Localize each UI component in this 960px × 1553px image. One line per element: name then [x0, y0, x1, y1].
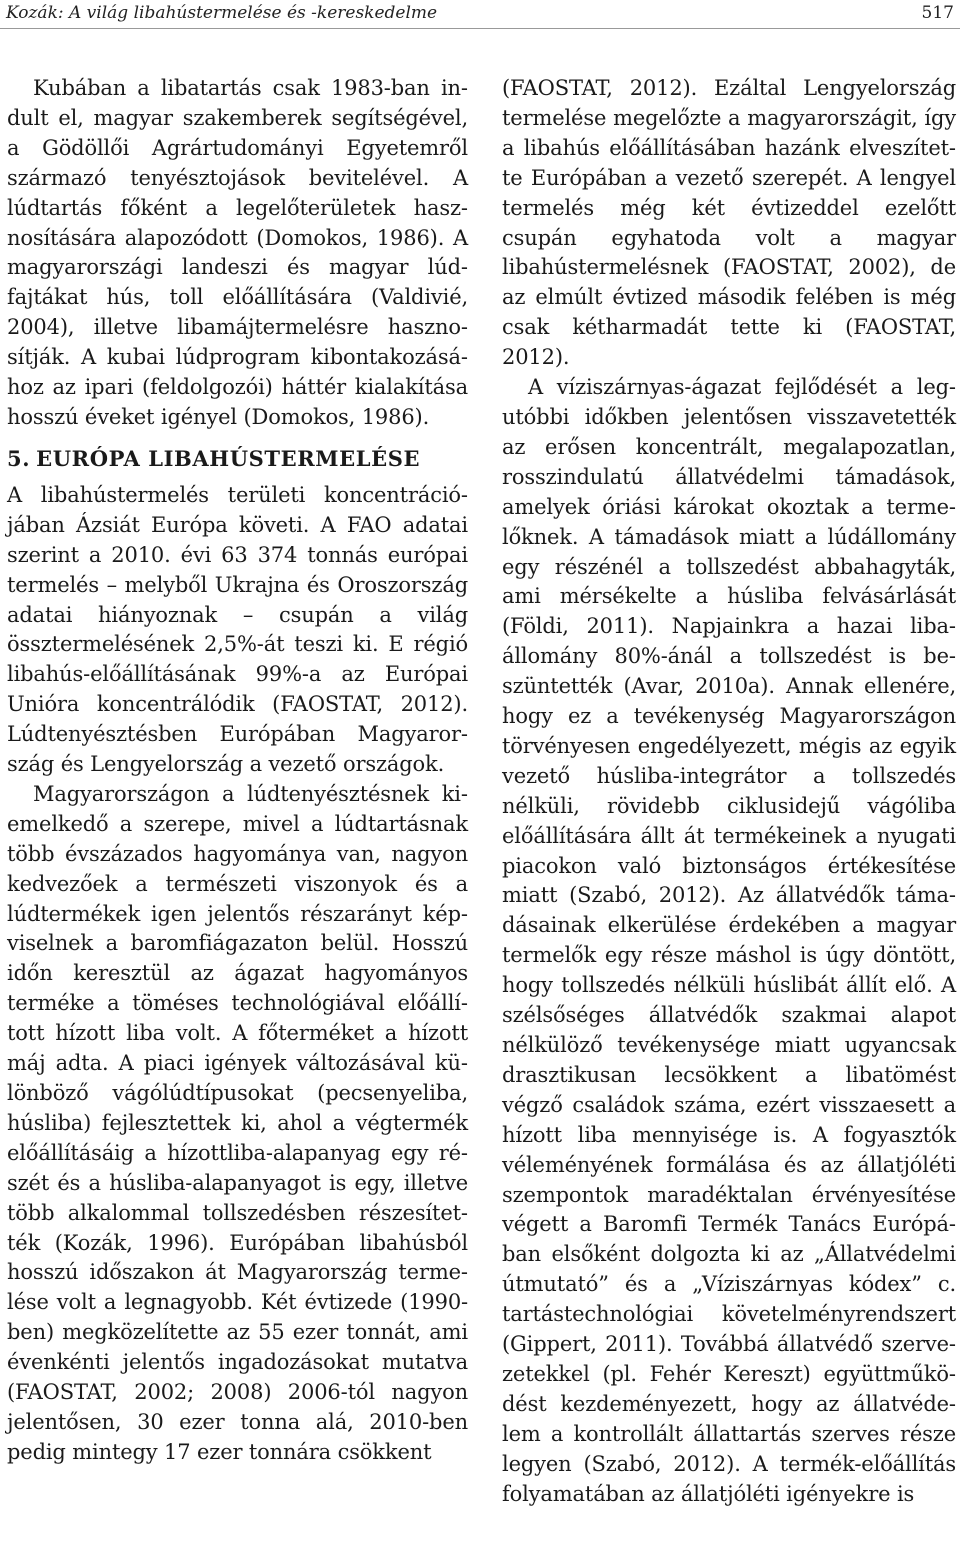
paragraph-hungary: Magyarországon a lúdtenyésztésnek kiemelkedő a szerepe, mivel a lúdtartásnak több évszázados hagyománya van, nagyon kedvezőek a természeti viszonyok és a lúdtermékek igen jelentős részarányt képviselnek a baromfiágazaton belül. Hosszú időn keresztül az ágazat hagyományos terméke a töméses technológiával előállított hízott liba volt. A főterméket a hízott máj adta. A piaci igények változásával különböző vágólúdtípusokat (pecsenyeliba, húsliba) fejlesztettek ki, ahol a végtermék előállításáig a hízottliba-alapanyag egy részét és a húsliba-alapanyagot is egy, illetve több alkalommal tollszedésben részesítették (Kozák, 1996). Európában libahúsból hosszú időszakon át Magyarország termelése volt a legnagyobb. Két évtizede (1990-ben) megközelítette az 55 ezer tonnát, ami évenkénti jelentős ingadozásokat mutatva (FAOSTAT, 2002; 2008) 2006-tól nagyon jelentősen, 30 ezer tonna alá, 2010-ben pedig mintegy 17 ezer tonnára csökkent [7, 781, 468, 1464]
page-header [0, 0, 960, 29]
right-column [502, 74, 956, 1510]
section-number: 5. [7, 445, 31, 471]
running-head: Kozák: A világ libahústermelése és -kereskedelme [6, 3, 438, 23]
section-heading [7, 444, 468, 474]
page-number: 517 [921, 3, 954, 23]
left-column [7, 74, 468, 1468]
paragraph-poland: (FAOSTAT, 2012). Ezáltal Lengyelország termelése megelőzte a magyarországit, így a libahús előállításában hazánk elveszítette Európában a vezető szerepét. A lengyel termelés még két évtizeddel ezelőtt csupán egyhatoda volt a magyar libahústermelésnek (FAOSTAT, 2002), de az elmúlt évtized második felében is még csak kétharmadát tette ki (FAOSTAT, 2012). [502, 76, 956, 370]
paragraph-waterfowl: A víziszárnyas-ágazat fejlődését a legutóbbi időkben jelentősen visszavetették az erősen koncentrált, megalapozatlan, rosszindulatú állatvédelmi támadások, amelyek óriási károkat okoztak a termelőknek. A támadások miatt a lúdállomány egy részénél a tollszedést abbahagyták, ami mérsékelte a húsliba felvásárlását (Földi, 2011). Napjainkra a hazai libaállomány 80%-ánál a tollszedést is beszüntették (Avar, 2010a). Annak ellenére, hogy ez a tevékenység Magyarországon törvényesen engedélyezett, mégis az egyik vezető húsliba-integrátor a tollszedés nélküli, rövidebb ciklusidejű vágóliba előállítására állt át termékeinek a nyugati piacokon való biztonságos értékesítése miatt (Szabó, 2012). Az állatvédők támadásainak elkerülése érdekében a magyar termelők egy része máshol is úgy döntött, hogy tollszedés nélküli húslibát állít elő. A szélsőséges állatvédők szakmai alapot nélkülöző tevékenysége miatt ugyancsak drasztikusan lecsökkent a libatömést végző családok száma, ezért visszaesett a hízott liba mennyisége is. A fogyasztók véleményének formálása és az állatjóléti szempontok maradéktalan érvényesítése végett a Baromfi Termék Tanács Európában elsőként dolgozta ki az „Állatvédelmi útmutató” és a „Víziszárnyas kódex” c. tartástechnológiai követelményrendszert (Gippert, 2011). Továbbá állatvédő szervezetekkel (pl. Fehér Kereszt) együttműködést kezdeményezett, hogy az állatvédelem a kontrollált állattartás szerves része legyen (Szabó, 2012). A termék-előállítás folyamatában az állatjóléti igényekre is [502, 375, 956, 1506]
section-title: EURÓPA LIBAHÚSTERMELÉSE [36, 445, 421, 471]
paragraph-europe: A libahústermelés területi koncentrációjában Ázsiát Európa követi. A FAO adatai szerint a 2010. évi 63 374 tonnás európai termelés – melyből Ukrajna és Oroszország adatai hiányoznak – csupán a világ össztermelésének 2,5%-át teszi ki. E régió libahús-előállításának 99%-a az Európai Unióra koncentrálódik (FAOSTAT, 2012). Lúdtenyésztésben Európában Magyarország és Lengyelország a vezető országok. [7, 482, 468, 777]
paragraph-cuba: Kubában a libatartás csak 1983-ban indult el, magyar szakemberek segítségével, a Gödöllői Agrártudományi Egyetemről származó tenyésztojások bevitelével. A lúdtartás főként a legelőterületek hasznosítására alapozódott (Domokos, 1986). A magyarországi landeszi és magyar lúdfajtákat hús, toll előállítására (Valdivié, 2004), illetve libamájtermelésre hasznosítják. A kubai lúdprogram kibontakozásához az ipari (feldolgozói) háttér kialakítása hosszú éveket igényel (Domokos, 1986). [7, 76, 468, 429]
